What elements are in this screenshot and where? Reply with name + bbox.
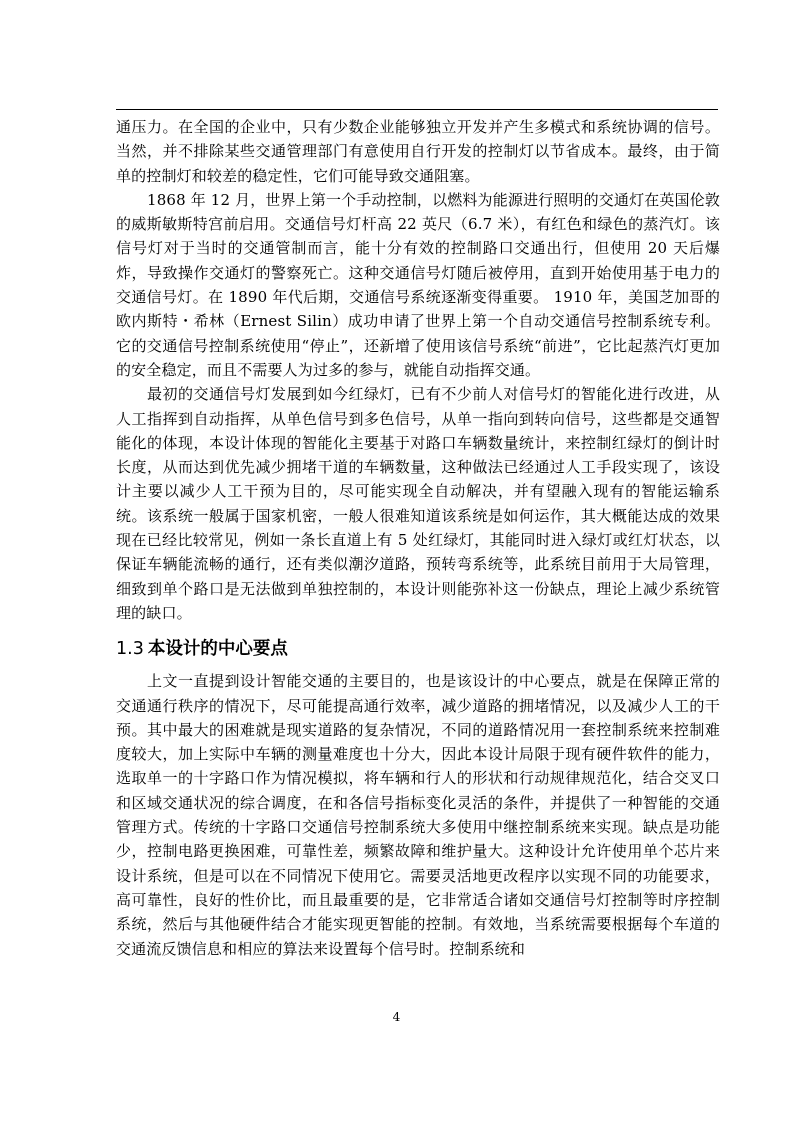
header-rule <box>116 109 718 110</box>
paragraph-core-points: 上文一直提到设计智能交通的主要目的，也是该设计的中心要点，就是在保障正常的交通通行秩序的情况下，尽可能提高通行效率，减少道路的拥堵情况，以及减少人工的干预。其中最大的困难就是现实道路的复杂情况，不同的道路情况用一套控制系统来控制难度较大，加上实际中车辆的测量难度也十分大，因此本设计局限于现有硬件软件的能力，选取单一的十字路口作为情况模拟，将车辆和行人的形状和行动规律规范化，结合交叉口和区域交通状况的综合调度，在和各信号指标变化灵活的条件，并提供了一种智能的交通管理方式。传统的十字路口交通信号控制系统大多使用中继控制系统来实现。缺点是功能少，控制电路更换困难，可靠性差，频繁故障和维护量大。这种设计允许使用单个芯片来设计系统，但是可以在不同情况下使用它。需要灵活地更改程序以实现不同的功能要求，高可靠性，良好的性价比，而且最重要的是，它非常适合诸如交通信号灯控制等时序控制系统，然后与其他硬件结合才能实现更智能的控制。有效地，当系统需要根据每个车道的交通流反馈信息和相应的算法来设置每个信号时。控制系统和 <box>116 672 720 958</box>
paragraph-history-1868: 1868 年 12 月，世界上第一个手动控制，以燃料为能源进行照明的交通灯在英国伦敦的威斯敏斯特宫前启用。交通信号灯杆高 22 英尺（6.7 米），有红色和绿色的蒸汽灯。该信号灯对于当时的交通管制而言，能十分有效的控制路口交通出行，但使用 20 天后爆炸，导致操作交通灯的警察死亡。这种交通信号灯随后被停用，直到开始使用基于电力的交通信号灯。在 1890 年代后期，交通信号系统逐渐变得重要。 1910 年，美国芝加哥的欧内斯特・希林（Ernest Silin）成功申请了世界上第一个自动交通信号控制系统专利。它的交通信号控制系统使用“停止”，还新增了使用该信号系统“前进”，它比起蒸汽灯更加的安全稳定，而且不需要人为过多的参与，就能自动指挥交通。 <box>116 190 720 379</box>
section-number: 1.3 <box>116 639 144 660</box>
section-title: 本设计的中心要点 <box>147 639 288 660</box>
section-heading <box>116 637 720 661</box>
body-content <box>116 115 720 961</box>
page-number: 4 <box>392 1010 401 1024</box>
paragraph-intelligent-development: 最初的交通信号灯发展到如今红绿灯，已有不少前人对信号灯的智能化进行改进，从人工指挥到自动指挥，从单色信号到多色信号，从单一指向到转向信号，这些都是交通智能化的体现，本设计体现的智能化主要基于对路口车辆数量统计，来控制红绿灯的倒计时长度，从而达到优先减少拥堵干道的车辆数量，这种做法已经通过人工手段实现了，该设计主要以减少人工干预为目的，尽可能实现全自动解决，并有望融入现有的智能运输系统。该系统一般属于国家机密，一般人很难知道该系统是如何运作，其大概能达成的效果现在已经比较常见，例如一条长直道上有 5 处红绿灯，其能同时进入绿灯或红灯状态，以保证车辆能流畅的通行，还有类似潮汐道路，预转弯系统等，此系统目前用于大局管理，细致到单个路口是无法做到单独控制的，本设计则能弥补这一份缺点，理论上减少系统管理的缺口。 <box>116 385 720 622</box>
paragraph-traffic-pressure: 通压力。在全国的企业中，只有少数企业能够独立开发并产生多模式和系统协调的信号。当然，并不排除某些交通管理部门有意使用自行开发的控制灯以节省成本。最终，由于简单的控制灯和较差的稳定性，它们可能导致交通阻塞。 <box>116 118 720 185</box>
